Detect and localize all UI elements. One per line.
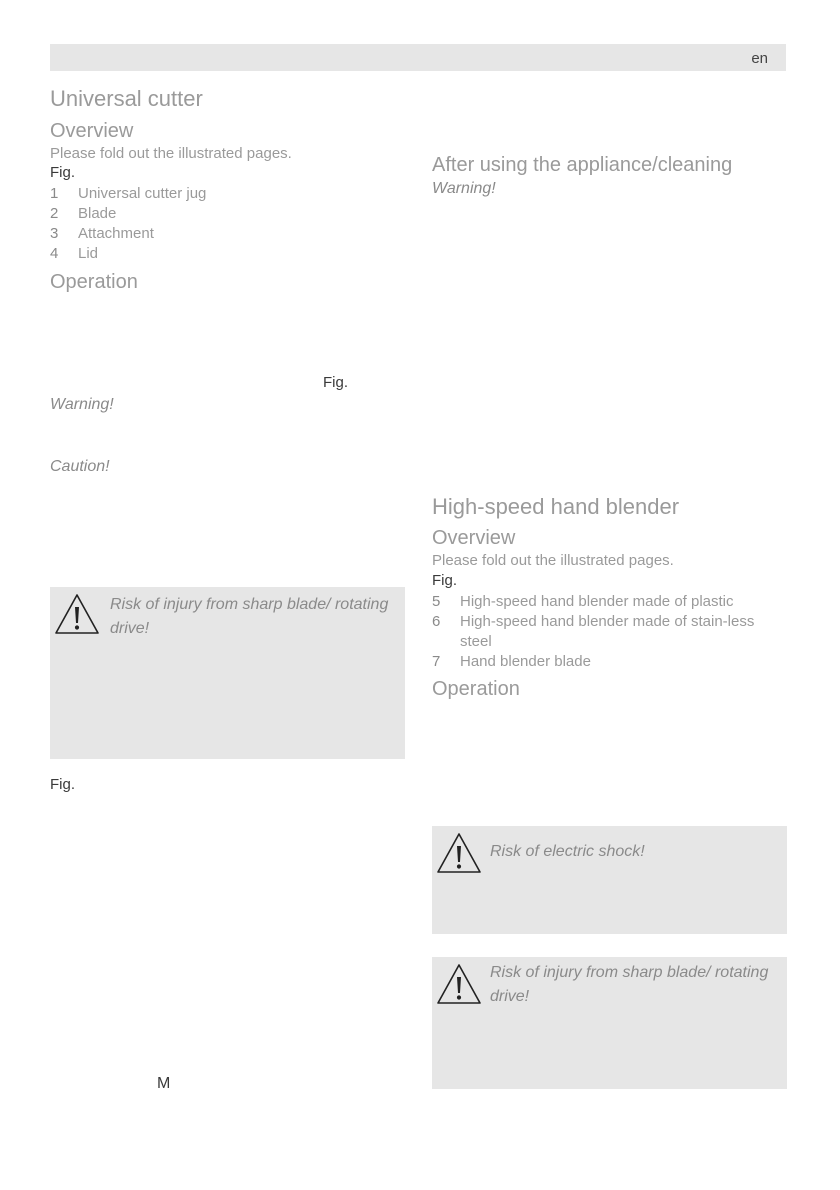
warning-box-shock	[432, 826, 787, 934]
operation-heading: Operation	[50, 271, 138, 293]
list-item: 2 Blade	[50, 205, 117, 222]
warning-box-blade	[432, 957, 787, 1089]
warning-box-text: Risk of injury from sharp blade/ rotating drive!	[110, 596, 389, 637]
parts-list	[432, 592, 790, 672]
warning-label: Warning!	[50, 396, 114, 413]
fold-out-instruction: Please fold out the illustrated pages.	[432, 552, 674, 569]
section-title-hand-blender: High-speed hand blender	[432, 494, 680, 519]
language-code: en	[751, 50, 768, 67]
fold-out-instruction: Please fold out the illustrated pages.	[50, 145, 292, 162]
warning-box-text: Risk of injury from sharp blade/ rotating drive!	[490, 964, 769, 1005]
list-item: 3 Attachment	[50, 225, 154, 242]
overview-heading: Overview	[432, 527, 516, 549]
parts-list	[50, 184, 206, 264]
list-item: 6 High-speed hand blender made of stain-less steel	[432, 613, 755, 650]
list-item: 1 Universal cutter jug	[50, 185, 207, 202]
warning-triangle-icon	[436, 832, 482, 874]
fig-label: Fig.	[50, 164, 76, 181]
warning-triangle-icon	[54, 593, 100, 635]
stray-letter: M	[157, 1075, 171, 1092]
list-item: 4 Lid	[50, 245, 99, 262]
warning-triangle-icon	[436, 963, 482, 1005]
fig-label: Fig.	[432, 572, 458, 589]
header-bar	[50, 44, 786, 71]
list-item: 7 Hand blender blade	[432, 653, 591, 670]
overview-heading: Overview	[50, 120, 134, 142]
operation-heading: Operation	[432, 678, 520, 700]
fig-label: Fig.	[50, 776, 76, 793]
fig-label: Fig.	[323, 374, 349, 391]
warning-label: Warning!	[432, 180, 496, 197]
after-use-heading: After using the appliance/cleaning	[432, 154, 733, 176]
list-item: 5 High-speed hand blender made of plastic	[432, 593, 734, 610]
caution-label: Caution!	[50, 458, 110, 475]
section-title-universal-cutter: Universal cutter	[50, 86, 203, 111]
warning-box-text: Risk of electric shock!	[490, 843, 645, 860]
warning-box-blade	[50, 587, 405, 759]
